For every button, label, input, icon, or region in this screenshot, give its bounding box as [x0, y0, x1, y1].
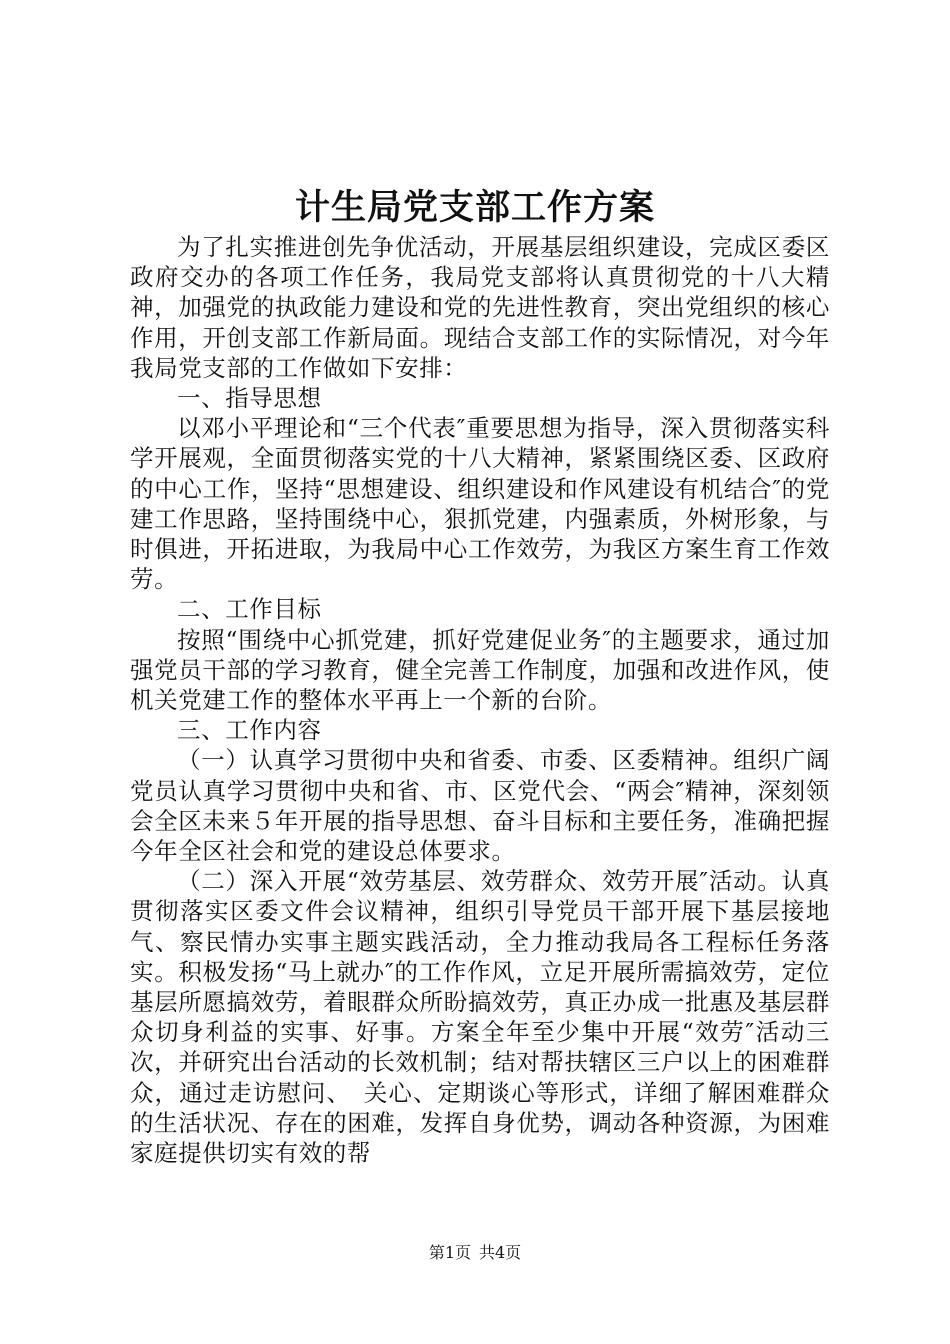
page-number: 第1页	[428, 1243, 471, 1262]
paragraph-guiding-thought: 以邓小平理论和“三个代表″重要思想为指导，深入贯彻落实科学开展观，全面贯彻落实党的十八大精神，紧紧围绕区委、区政府的中心工作，坚持“思想建设、组织建设和作风建设有机结合″的党建工作思路，坚持围绕中心，狠抓党建，内强素质，外树形象，与时俱进，开拓进取，为我局中心工作效劳，为我区方案生育工作效劳。	[130, 414, 830, 594]
paragraph-work-content-2: （二）深入开展“效劳基层、效劳群众、效劳开展″活动。认真贯彻落实区委文件会议精神，组织引导党员干部开展下基层接地气、察民情办实事主题实践活动，全力推动我局各工程标任务落实。积极发扬“马上就办″的工作作风，立足开展所需搞效劳，定位基层所愿搞效劳，着眼群众所盼搞效劳，真正办成一批惠及基层群众切身利益的实事、好事。方案全年至少集中开展“效劳″活动三次，并研究出台活动的长效机制；结对帮扶辖区三户以上的困难群众，通过走访慰问、 关心、定期谈心等形式，详细了解困难群众的生活状况、存在的困难，发挥自身优势，调动各种资源，为困难家庭提供切实有效的帮	[130, 867, 830, 1168]
page-total: 共4页	[479, 1243, 522, 1262]
section-heading-work-content: 三、工作内容	[177, 716, 322, 745]
document-body	[130, 232, 830, 1168]
paragraph-work-content-1: （一）认真学习贯彻中央和省委、市委、区委精神。组织广阔党员认真学习贯彻中央和省、市、区党代会、“两会″精神，深刻领会全区未来５年开展的指导思想、奋斗目标和主要任务，准确把握今年全区社会和党的建设总体要求。	[130, 746, 830, 866]
paragraph-intro: 为了扎实推进创先争优活动，开展基层组织建设，完成区委区政府交办的各项工作任务，我局党支部将认真贯彻党的十八大精神，加强党的执政能力建设和党的先进性教育，突出党组织的核心作用，开创支部工作新局面。现结合支部工作的实际情况，对今年我局党支部的工作做如下安排：	[130, 233, 830, 382]
paragraph-work-goals: 按照“围绕中心抓党建，抓好党建促业务″的主题要求，通过加强党员干部的学习教育，健全完善工作制度，加强和改进作风，使机关党建工作的整体水平再上一个新的台阶。	[130, 625, 830, 715]
document-title: 计生局党支部工作方案	[294, 187, 655, 228]
page-footer	[0, 1242, 950, 1264]
section-heading-guiding-thought: 一、指导思想	[177, 384, 322, 413]
section-heading-work-goals: 二、工作目标	[177, 595, 322, 624]
